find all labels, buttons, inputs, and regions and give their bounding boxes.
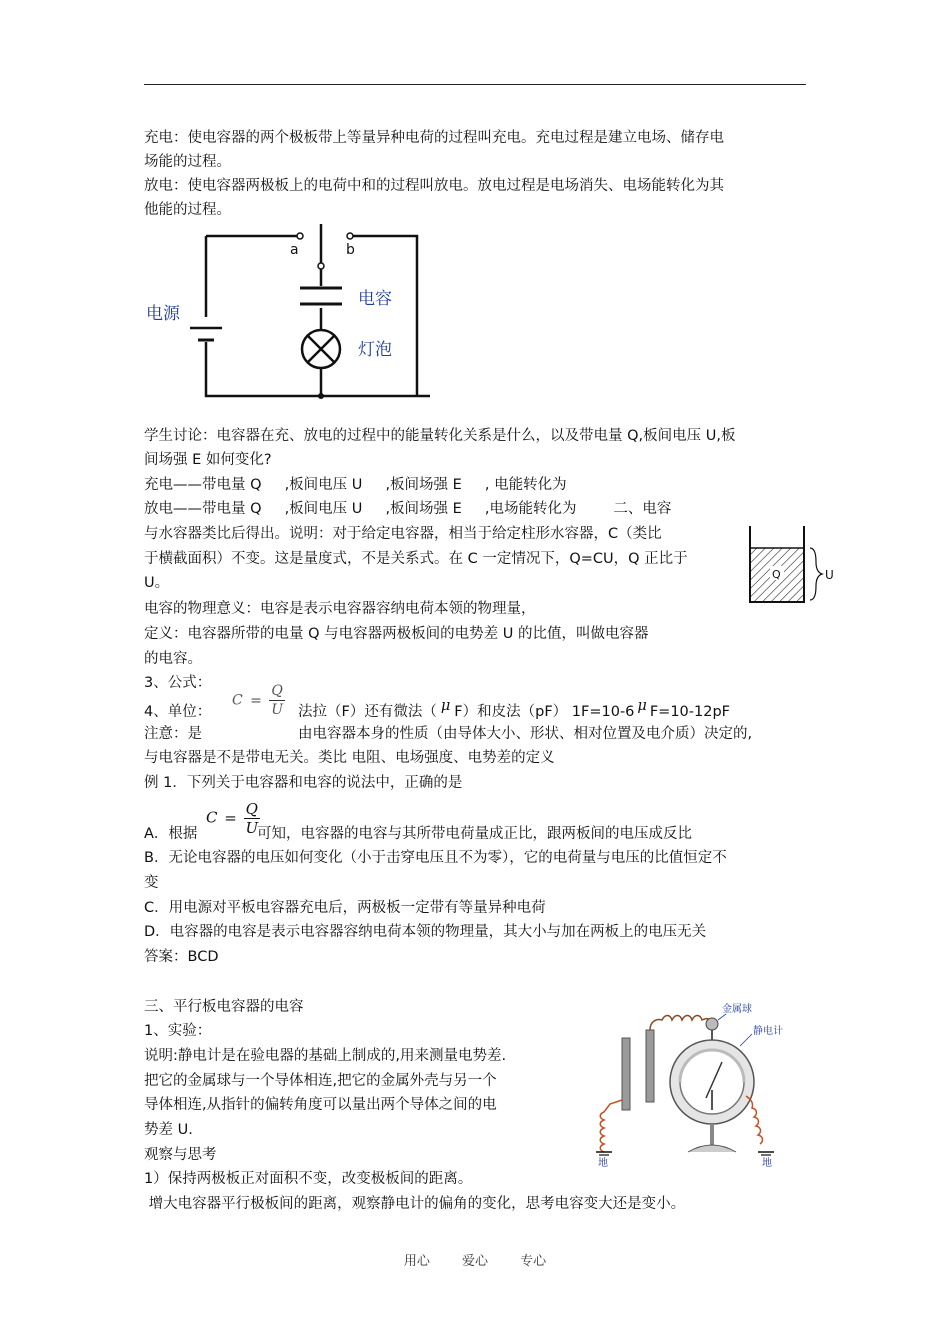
capacitance-formula <box>232 682 285 719</box>
formula-denominator: U <box>271 702 283 718</box>
metal-ball-label: 金属球 <box>722 1004 752 1015</box>
charge-discharge-circuit <box>140 222 430 402</box>
text-line: 与水容器类比后得出。说明：对于给定电容器，相当于给定柱形水容器，C（类比 <box>144 526 662 542</box>
footer-word: 用心 <box>403 1254 430 1269</box>
unit-text: 法拉（F）还有微法（ <box>298 704 437 720</box>
option-a: A．根据 <box>144 826 198 842</box>
answer: 答案：BCD <box>144 949 219 965</box>
text-line: 3、公式： <box>144 675 212 691</box>
bulb-label: 灯泡 <box>358 340 392 360</box>
text-line: 说明:静电计是在验电器的基础上制成的,用来测量电势差. <box>144 1048 507 1064</box>
header-rule <box>144 84 806 85</box>
unit-text: F）和皮法（pF） 1F=10-6 <box>454 704 635 720</box>
tank-charge-label: Q <box>772 568 781 581</box>
text-line: 观察与思考 <box>144 1147 217 1163</box>
text-line: 电容的物理意义：电容是表示电容器容纳电荷本领的物理量， <box>144 601 536 617</box>
formula-eq: = <box>250 692 262 709</box>
option-b-cont: 变 <box>144 875 159 891</box>
text-line: 增大电容器平行极板间的距离，观察静电计的偏角的变化，思考电容变大还是变小。 <box>144 1196 686 1212</box>
electrometer-label: 静电计 <box>753 1026 783 1037</box>
text-line: U。 <box>144 575 170 591</box>
text-line: 与电容器是不是带电无关。类比 电阻、电场强度、电势差的定义 <box>144 750 555 766</box>
electrometer-figure <box>590 1000 800 1172</box>
micro-symbol: μ <box>637 698 647 714</box>
formula-denominator: U <box>245 819 259 837</box>
option-b: B．无论电容器的电压如何变化（小于击穿电压且不为零），它的电荷量与电压的比值恒定不 <box>144 850 727 866</box>
text-line: 他能的过程。 <box>144 202 231 218</box>
example-formula <box>206 800 260 837</box>
text-line: 放电——带电量 Q ,板间电压 U ,板间场强 E ,电场能转化为 二、电容 <box>144 501 672 517</box>
formula-eq: = <box>224 808 237 827</box>
text-line: 1）保持两极板正对面积不变，改变极板间的距离。 <box>144 1171 473 1187</box>
section-heading: 三、平行板电容器的电容 <box>144 999 304 1015</box>
text-line: 势差 U. <box>144 1122 193 1138</box>
ground-label-left: 地 <box>598 1158 608 1169</box>
formula-fraction <box>269 682 284 719</box>
text-line: 放电：使电容器两极板上的电荷中和的过程叫放电。放电过程是电场消失、电场能转化为其 <box>144 178 724 194</box>
text-line: 注意：是 <box>144 726 202 742</box>
text-line: 场能的过程。 <box>144 154 231 170</box>
switch-contact-a-label: a <box>290 242 299 258</box>
text-line: 由电容器本身的性质（由导体大小、形状、相对位置及电介质）决定的, <box>298 726 753 742</box>
footer <box>0 1250 950 1269</box>
capacitor-label: 电容 <box>358 289 392 309</box>
switch-contact-b-label: b <box>346 242 355 258</box>
footer-word: 爱心 <box>461 1254 488 1269</box>
formula-lhs: C <box>206 808 218 827</box>
text-line: 导体相连,从指针的偏转角度可以量出两个导体之间的电 <box>144 1097 497 1113</box>
text-line: 把它的金属球与一个导体相连,把它的金属外壳与另一个 <box>144 1073 497 1089</box>
text-line: 4、单位： <box>144 704 212 720</box>
text-line: 充电——带电量 Q ,板间电压 U ,板间场强 E , 电能转化为 <box>144 477 567 493</box>
option-a-text: 可知，电容器的电容与其所带电荷量成正比，跟两板间的电压成反比 <box>257 826 692 842</box>
text-line: 充电：使电容器的两个极板带上等量异种电荷的过程叫充电。充电过程是建立电场、储存电 <box>144 130 724 146</box>
formula-numerator: Q <box>271 683 283 699</box>
text-line: 学生讨论：电容器在充、放电的过程中的能量转化关系是什么，以及带电量 Q,板间电压 U,板 <box>144 428 736 444</box>
unit-text: F=10-12pF <box>649 704 731 720</box>
option-c: C．用电源对平板电容器充电后，两极板一定带有等量异种电荷 <box>144 900 546 916</box>
text-line: 间场强 E 如何变化? <box>144 452 272 468</box>
text-line: 的电容。 <box>144 651 202 667</box>
text-line: 1、实验： <box>144 1023 212 1039</box>
text-line: 定义：电容器所带的电量 Q 与电容器两极板间的电势差 U 的比值，叫做电容器 <box>144 626 649 642</box>
power-source-label: 电源 <box>146 304 180 324</box>
ground-label-right: 地 <box>762 1158 772 1169</box>
footer-word: 专心 <box>520 1254 547 1269</box>
text-line: 例 1．下列关于电容器和电容的说法中，正确的是 <box>144 775 463 791</box>
water-tank-analogy <box>742 520 842 610</box>
formula-numerator: Q <box>245 800 258 818</box>
text-line: 于横截面积）不变。这是量度式，不是关系式。在 C 一定情况下，Q=CU，Q 正比于 <box>144 551 688 567</box>
micro-symbol: μ <box>440 698 451 714</box>
option-d: D．电容器的电容是表示电容器容纳电荷本领的物理量，其大小与加在两板上的电压无关 <box>144 924 707 940</box>
formula-lhs: C <box>232 692 243 709</box>
tank-voltage-label: U <box>825 568 834 582</box>
text-line <box>298 700 730 724</box>
